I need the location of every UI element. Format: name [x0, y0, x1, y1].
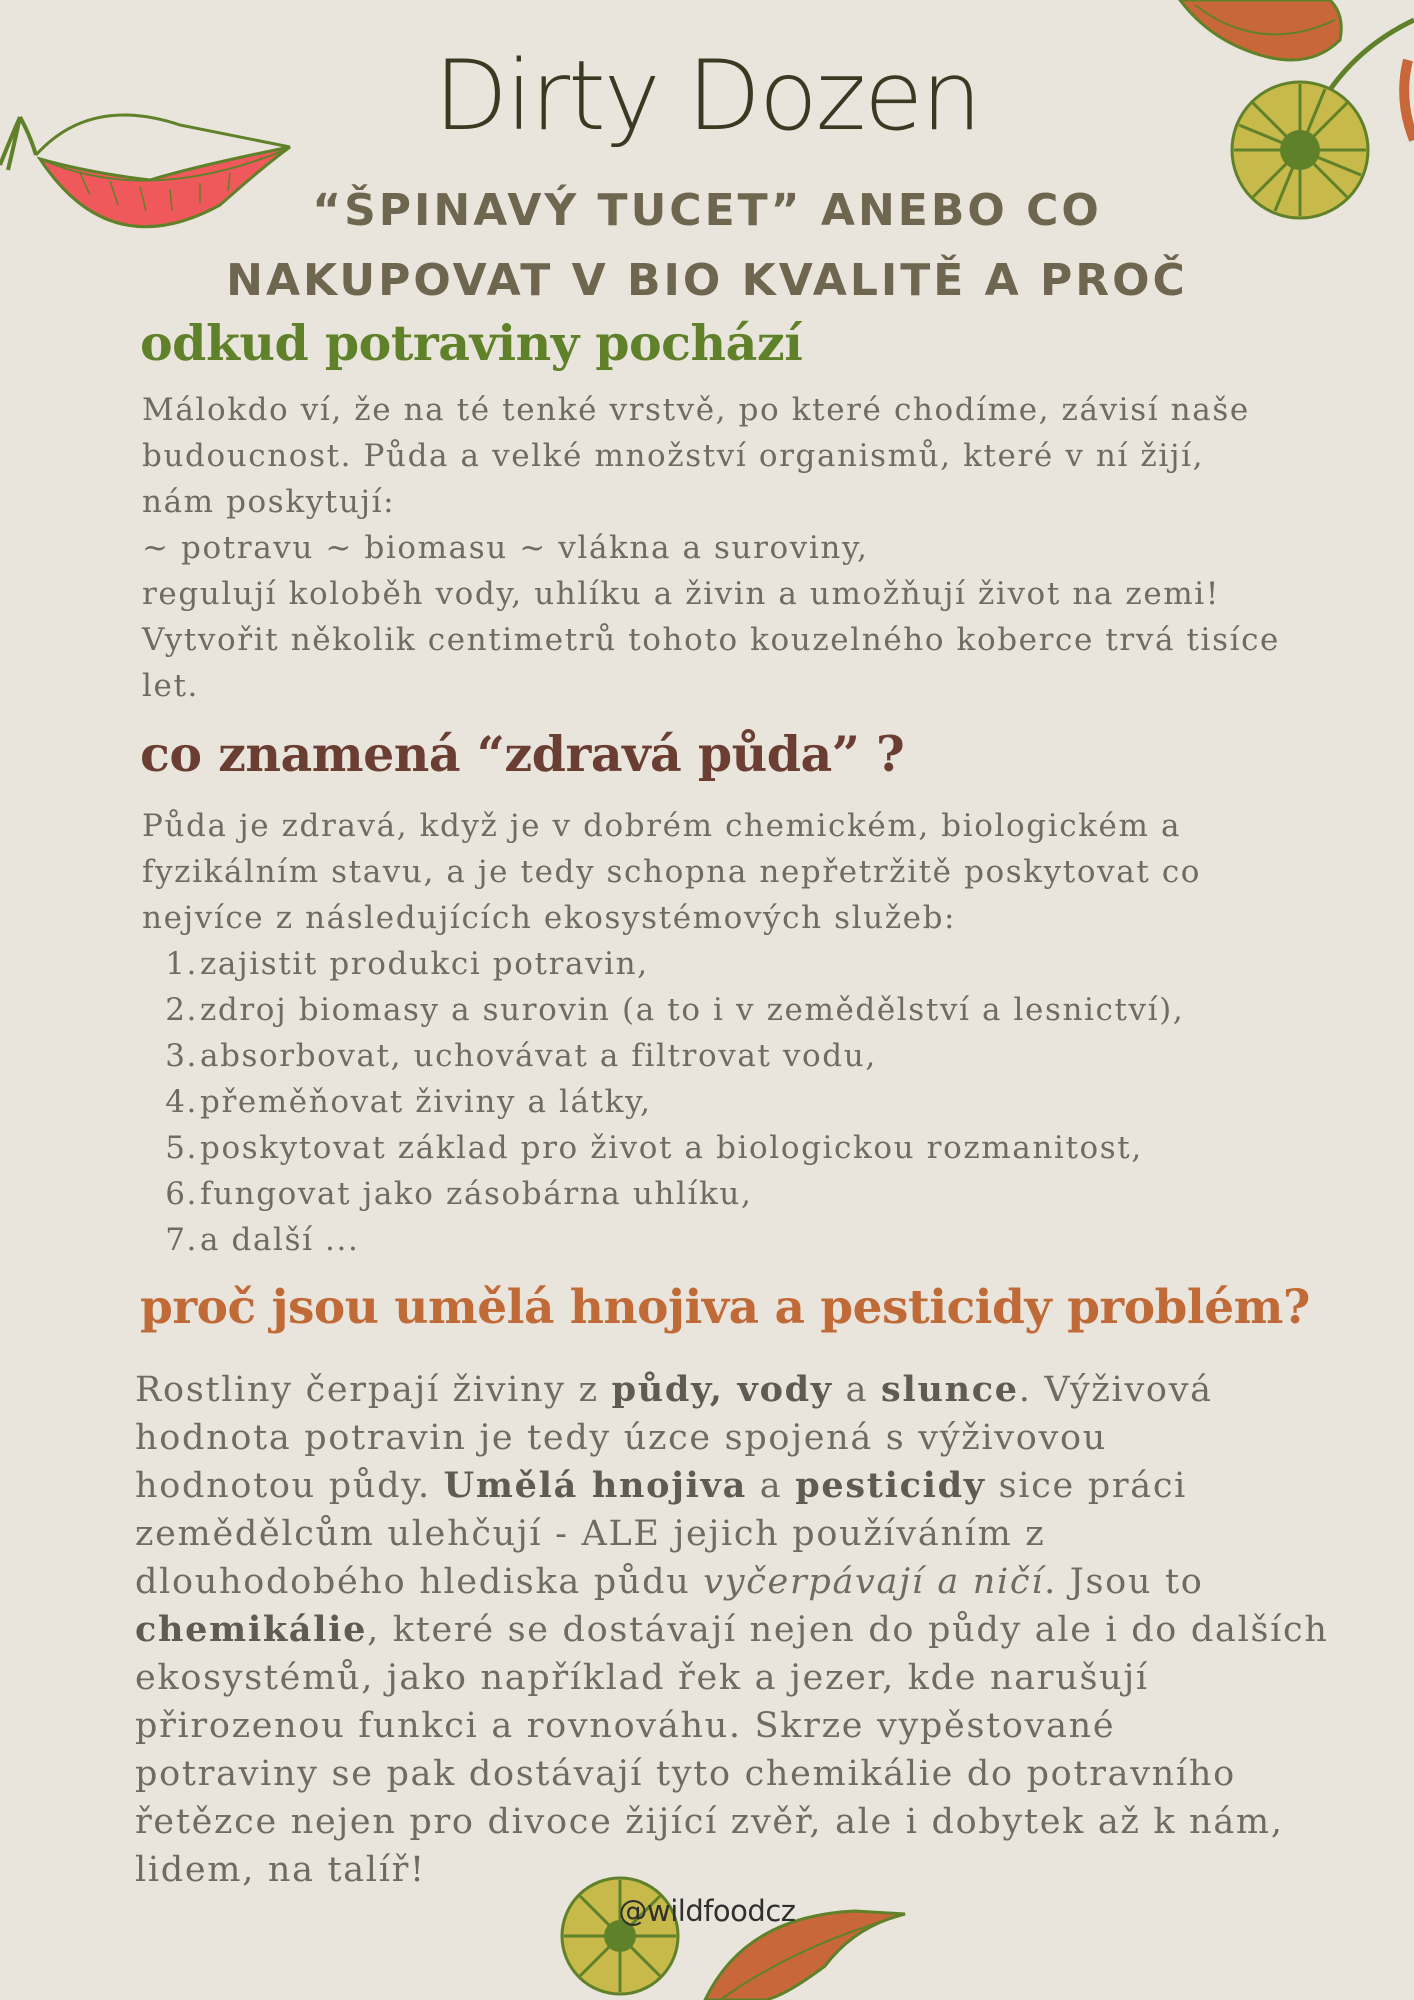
list-text: absorbovat, uchovávat a filtrovat vodu, [200, 1038, 877, 1074]
text-line [135, 1558, 1385, 1606]
text-span: a [746, 1466, 796, 1506]
text-line: budoucnost. Půda a velké množství organismů, které v ní žijí, [142, 438, 1205, 474]
list-number: 1. [165, 946, 198, 982]
text-line: ~ potravu ~ biomasu ~ vlákna a suroviny, [142, 530, 869, 566]
text-span: . Výživová [1018, 1370, 1213, 1410]
subtitle-line: NAKUPOVAT V BIO KVALITĚ A PROČ [226, 255, 1188, 306]
list-text: poskytovat základ pro život a biologickou rozmanitost, [200, 1130, 1143, 1166]
text-line: hodnota potravin je tedy úzce spojená s výživovou [135, 1418, 1107, 1458]
text-line [135, 1606, 1385, 1654]
section-heading-healthy-soil: co znamená “zdravá půda” ? [140, 725, 905, 783]
text-span: hodnotou půdy. [135, 1466, 444, 1506]
list-text: zajistit produkci potravin, [200, 946, 649, 982]
list-item [142, 1125, 1184, 1171]
bold-text: chemikálie [135, 1609, 368, 1650]
list-item [142, 1217, 1184, 1263]
text-line [135, 1366, 1385, 1414]
text-line: potraviny se pak dostávají tyto chemikálie do potravního [135, 1754, 1236, 1794]
text-span: sice práci [985, 1466, 1188, 1506]
list-text: a další ... [200, 1222, 360, 1258]
list-number: 2. [165, 992, 198, 1028]
list-item [142, 1079, 1184, 1125]
list-number: 4. [165, 1084, 198, 1120]
brand-title: Dirty Dozen [434, 40, 980, 152]
list-item [142, 1171, 1184, 1217]
list-text: fungovat jako zásobárna uhlíku, [200, 1176, 753, 1212]
text-line: nejvíce z následujících ekosystémových služeb: [142, 900, 957, 936]
text-span: a [832, 1370, 882, 1410]
text-line [135, 1462, 1385, 1510]
text-line: regulují koloběh vody, uhlíku a živin a umožňují život na zemi! [142, 576, 1220, 612]
section-origin-text [142, 387, 1382, 709]
list-item [142, 987, 1184, 1033]
text-line: řetězce nejen pro divoce žijící zvěř, ale i dobytek až k nám, [135, 1802, 1284, 1842]
text-line: zemědělcům ulehčují - ALE jejich používáním z [135, 1514, 1046, 1554]
text-span: dlouhodobého hlediska půdu [135, 1562, 704, 1602]
list-number: 5. [165, 1130, 198, 1166]
list-item [142, 1033, 1184, 1079]
bold-text: pesticidy [795, 1465, 986, 1506]
list-number: 7. [165, 1222, 198, 1258]
list-text: zdroj biomasy a surovin (a to i v zemědělství a lesnictví), [200, 992, 1185, 1028]
text-line: Půda je zdravá, když je v dobrém chemickém, biologickém a [142, 808, 1182, 844]
bold-text: slunce [881, 1369, 1019, 1410]
text-span: Rostliny čerpají živiny z [135, 1370, 612, 1410]
subtitle-line: “ŠPINAVÝ TUCET” ANEBO CO [312, 185, 1102, 236]
italic-text: vyčerpávají a ničí [703, 1562, 1045, 1602]
list-text: přeměňovat živiny a látky, [200, 1084, 652, 1120]
bottom-flower-leaf-illustration [555, 1866, 915, 2000]
bold-text: Umělá hnojiva [443, 1465, 747, 1506]
list-number: 3. [165, 1038, 198, 1074]
text-line: nám poskytují: [142, 484, 396, 520]
text-line: fyzikálním stavu, a je tedy schopna nepřetržitě poskytovat co [142, 854, 1202, 890]
bold-text: půdy, vody [611, 1369, 833, 1410]
social-handle: @wildfoodcz [618, 1894, 796, 1928]
text-line: lidem, na talíř! [135, 1850, 426, 1890]
section-heading-fertilizers: proč jsou umělá hnojiva a pesticidy problém? [140, 1280, 1310, 1335]
text-line: Málokdo ví, že na té tenké vrstvě, po které chodíme, závisí naše [142, 392, 1250, 428]
text-span: , které se dostávají nejen do půdy ale i do dalších [367, 1610, 1329, 1650]
page-subtitle [150, 176, 1264, 316]
ecosystem-services-list [142, 941, 1184, 1263]
section-fertilizers-text [135, 1366, 1385, 1894]
section-healthy-soil-text [142, 803, 1382, 941]
text-line: ekosystémů, jako například řek a jezer, kde narušují [135, 1658, 1149, 1698]
list-item [142, 941, 1184, 987]
list-number: 6. [165, 1176, 198, 1212]
text-line: přirozenou funkci a rovnováhu. Skrze vypěstované [135, 1706, 1116, 1746]
section-heading-origin: odkud potraviny pochází [140, 314, 803, 372]
text-line: let. [142, 668, 199, 704]
text-line: Vytvořit několik centimetrů tohoto kouzelného koberce trvá tisíce [142, 622, 1281, 658]
text-span: . Jsou to [1044, 1562, 1204, 1602]
